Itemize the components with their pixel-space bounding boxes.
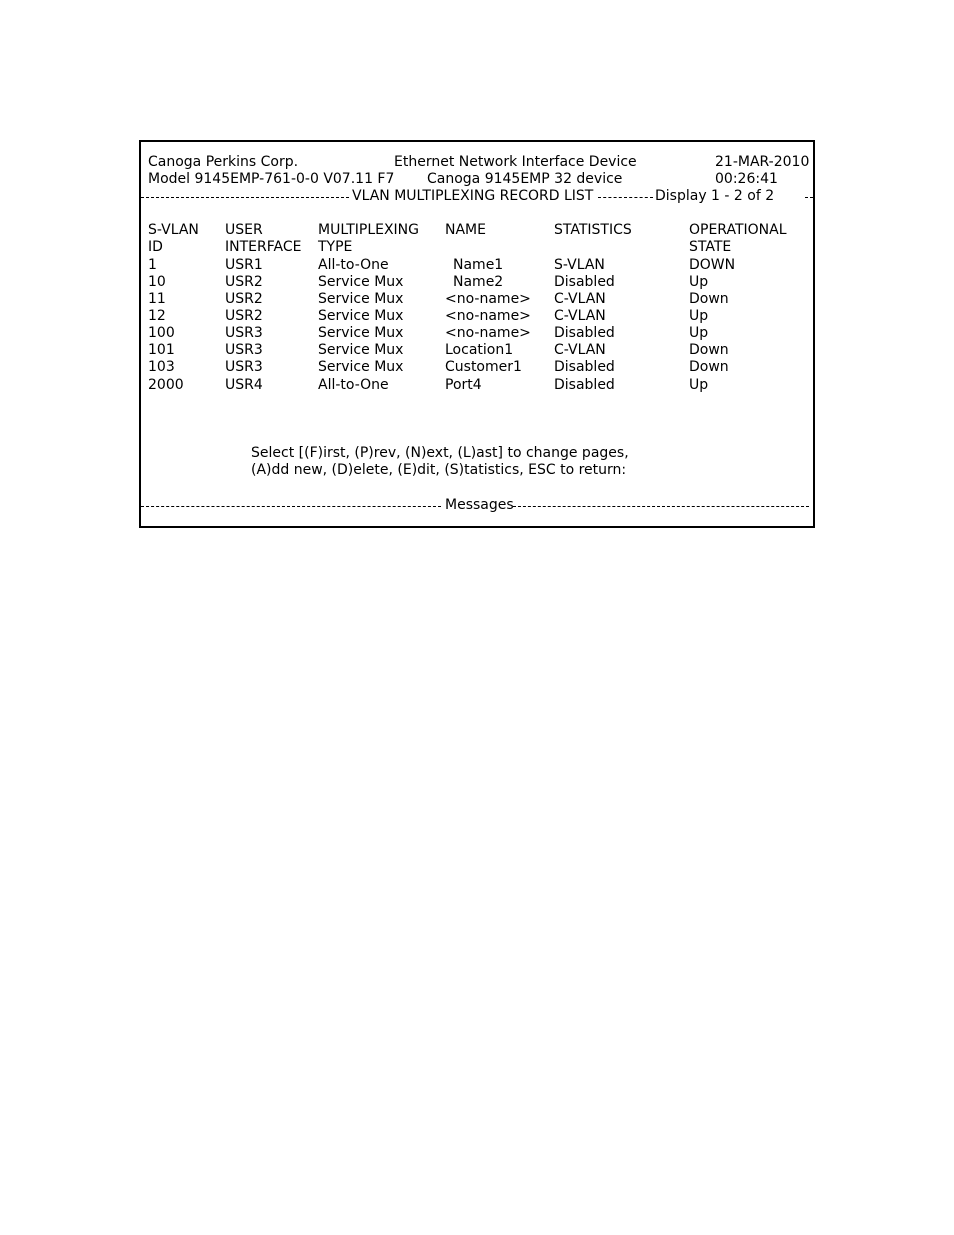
col-header-name: NAME	[445, 222, 486, 238]
cell-statistics: C-VLAN	[554, 308, 606, 324]
col-header-state: OPERATIONAL	[689, 222, 787, 238]
cell-statistics: Disabled	[554, 274, 615, 290]
screen-title: VLAN MULTIPLEXING RECORD LIST	[352, 188, 594, 204]
cell-mux-type: Service Mux	[318, 291, 404, 307]
cell-mux-type: Service Mux	[318, 325, 404, 341]
cell-name: Location1	[445, 342, 514, 358]
cell-statistics: Disabled	[554, 325, 615, 341]
cell-name: Name1	[453, 257, 504, 273]
cell-statistics: S-VLAN	[554, 257, 605, 273]
messages-label: Messages	[445, 497, 514, 513]
cell-svlan-id: 10	[148, 274, 166, 290]
col-header-mux: MULTIPLEXING	[318, 222, 420, 238]
cell-name: <no-name>	[445, 308, 531, 324]
cell-user-interface: USR4	[225, 377, 263, 393]
messages-rule-right	[513, 506, 809, 508]
cell-user-interface: USR3	[225, 325, 263, 341]
cell-user-interface: USR2	[225, 291, 263, 307]
cell-name: Name2	[453, 274, 504, 290]
cell-statistics: C-VLAN	[554, 342, 606, 358]
cell-state: Down	[689, 291, 729, 307]
model-info: Model 9145EMP-761-0-0 V07.11 F7	[148, 171, 395, 187]
cell-svlan-id: 101	[148, 342, 175, 358]
cell-mux-type: All-to-One	[318, 257, 389, 273]
navigation-prompt: Select [(F)irst, (P)rev, (N)ext, (L)ast] to change pages,	[251, 445, 629, 461]
date-display: 21-MAR-2010	[715, 154, 810, 170]
time-display: 00:26:41	[715, 171, 778, 187]
col-header-mux-2: TYPE	[318, 239, 353, 255]
title-rule-middle	[598, 197, 653, 199]
title-rule-right	[805, 197, 813, 199]
cell-state: Up	[689, 325, 709, 341]
cell-statistics: Disabled	[554, 377, 615, 393]
terminal-window	[139, 140, 815, 528]
cell-state: Up	[689, 308, 709, 324]
cell-name: Customer1	[445, 359, 522, 375]
cell-user-interface: USR3	[225, 342, 263, 358]
title-rule-left	[141, 197, 349, 199]
cell-mux-type: Service Mux	[318, 308, 404, 324]
cell-svlan-id: 2000	[148, 377, 184, 393]
col-header-user: USER	[225, 222, 263, 238]
cell-mux-type: Service Mux	[318, 342, 404, 358]
cell-svlan-id: 100	[148, 325, 175, 341]
cell-state: Down	[689, 342, 729, 358]
col-header-svlan-2: ID	[148, 239, 163, 255]
cell-name: <no-name>	[445, 325, 531, 341]
cell-user-interface: USR2	[225, 308, 263, 324]
col-header-user-2: INTERFACE	[225, 239, 302, 255]
cell-svlan-id: 103	[148, 359, 175, 375]
messages-rule-left	[141, 506, 441, 508]
cell-name: Port4	[445, 377, 482, 393]
cell-svlan-id: 11	[148, 291, 166, 307]
cell-user-interface: USR1	[225, 257, 263, 273]
cell-statistics: C-VLAN	[554, 291, 606, 307]
cell-mux-type: Service Mux	[318, 274, 404, 290]
cell-state: Up	[689, 377, 709, 393]
col-header-statistics: STATISTICS	[554, 222, 632, 238]
cell-user-interface: USR3	[225, 359, 263, 375]
cell-mux-type: Service Mux	[318, 359, 404, 375]
cell-svlan-id: 12	[148, 308, 166, 324]
col-header-state-2: STATE	[689, 239, 732, 255]
cell-statistics: Disabled	[554, 359, 615, 375]
cell-state: DOWN	[689, 257, 736, 273]
page-indicator: Display 1 - 2 of 2	[655, 188, 775, 204]
cell-svlan-id: 1	[148, 257, 157, 273]
device-description: Canoga 9145EMP 32 device	[427, 171, 623, 187]
cell-state: Up	[689, 274, 709, 290]
cell-name: <no-name>	[445, 291, 531, 307]
col-header-svlan: S-VLAN	[148, 222, 199, 238]
cell-mux-type: All-to-One	[318, 377, 389, 393]
cell-state: Down	[689, 359, 729, 375]
cell-user-interface: USR2	[225, 274, 263, 290]
device-name: Ethernet Network Interface Device	[394, 154, 637, 170]
action-prompt: (A)dd new, (D)elete, (E)dit, (S)tatistics, ESC to return:	[251, 462, 627, 478]
company-name: Canoga Perkins Corp.	[148, 154, 299, 170]
